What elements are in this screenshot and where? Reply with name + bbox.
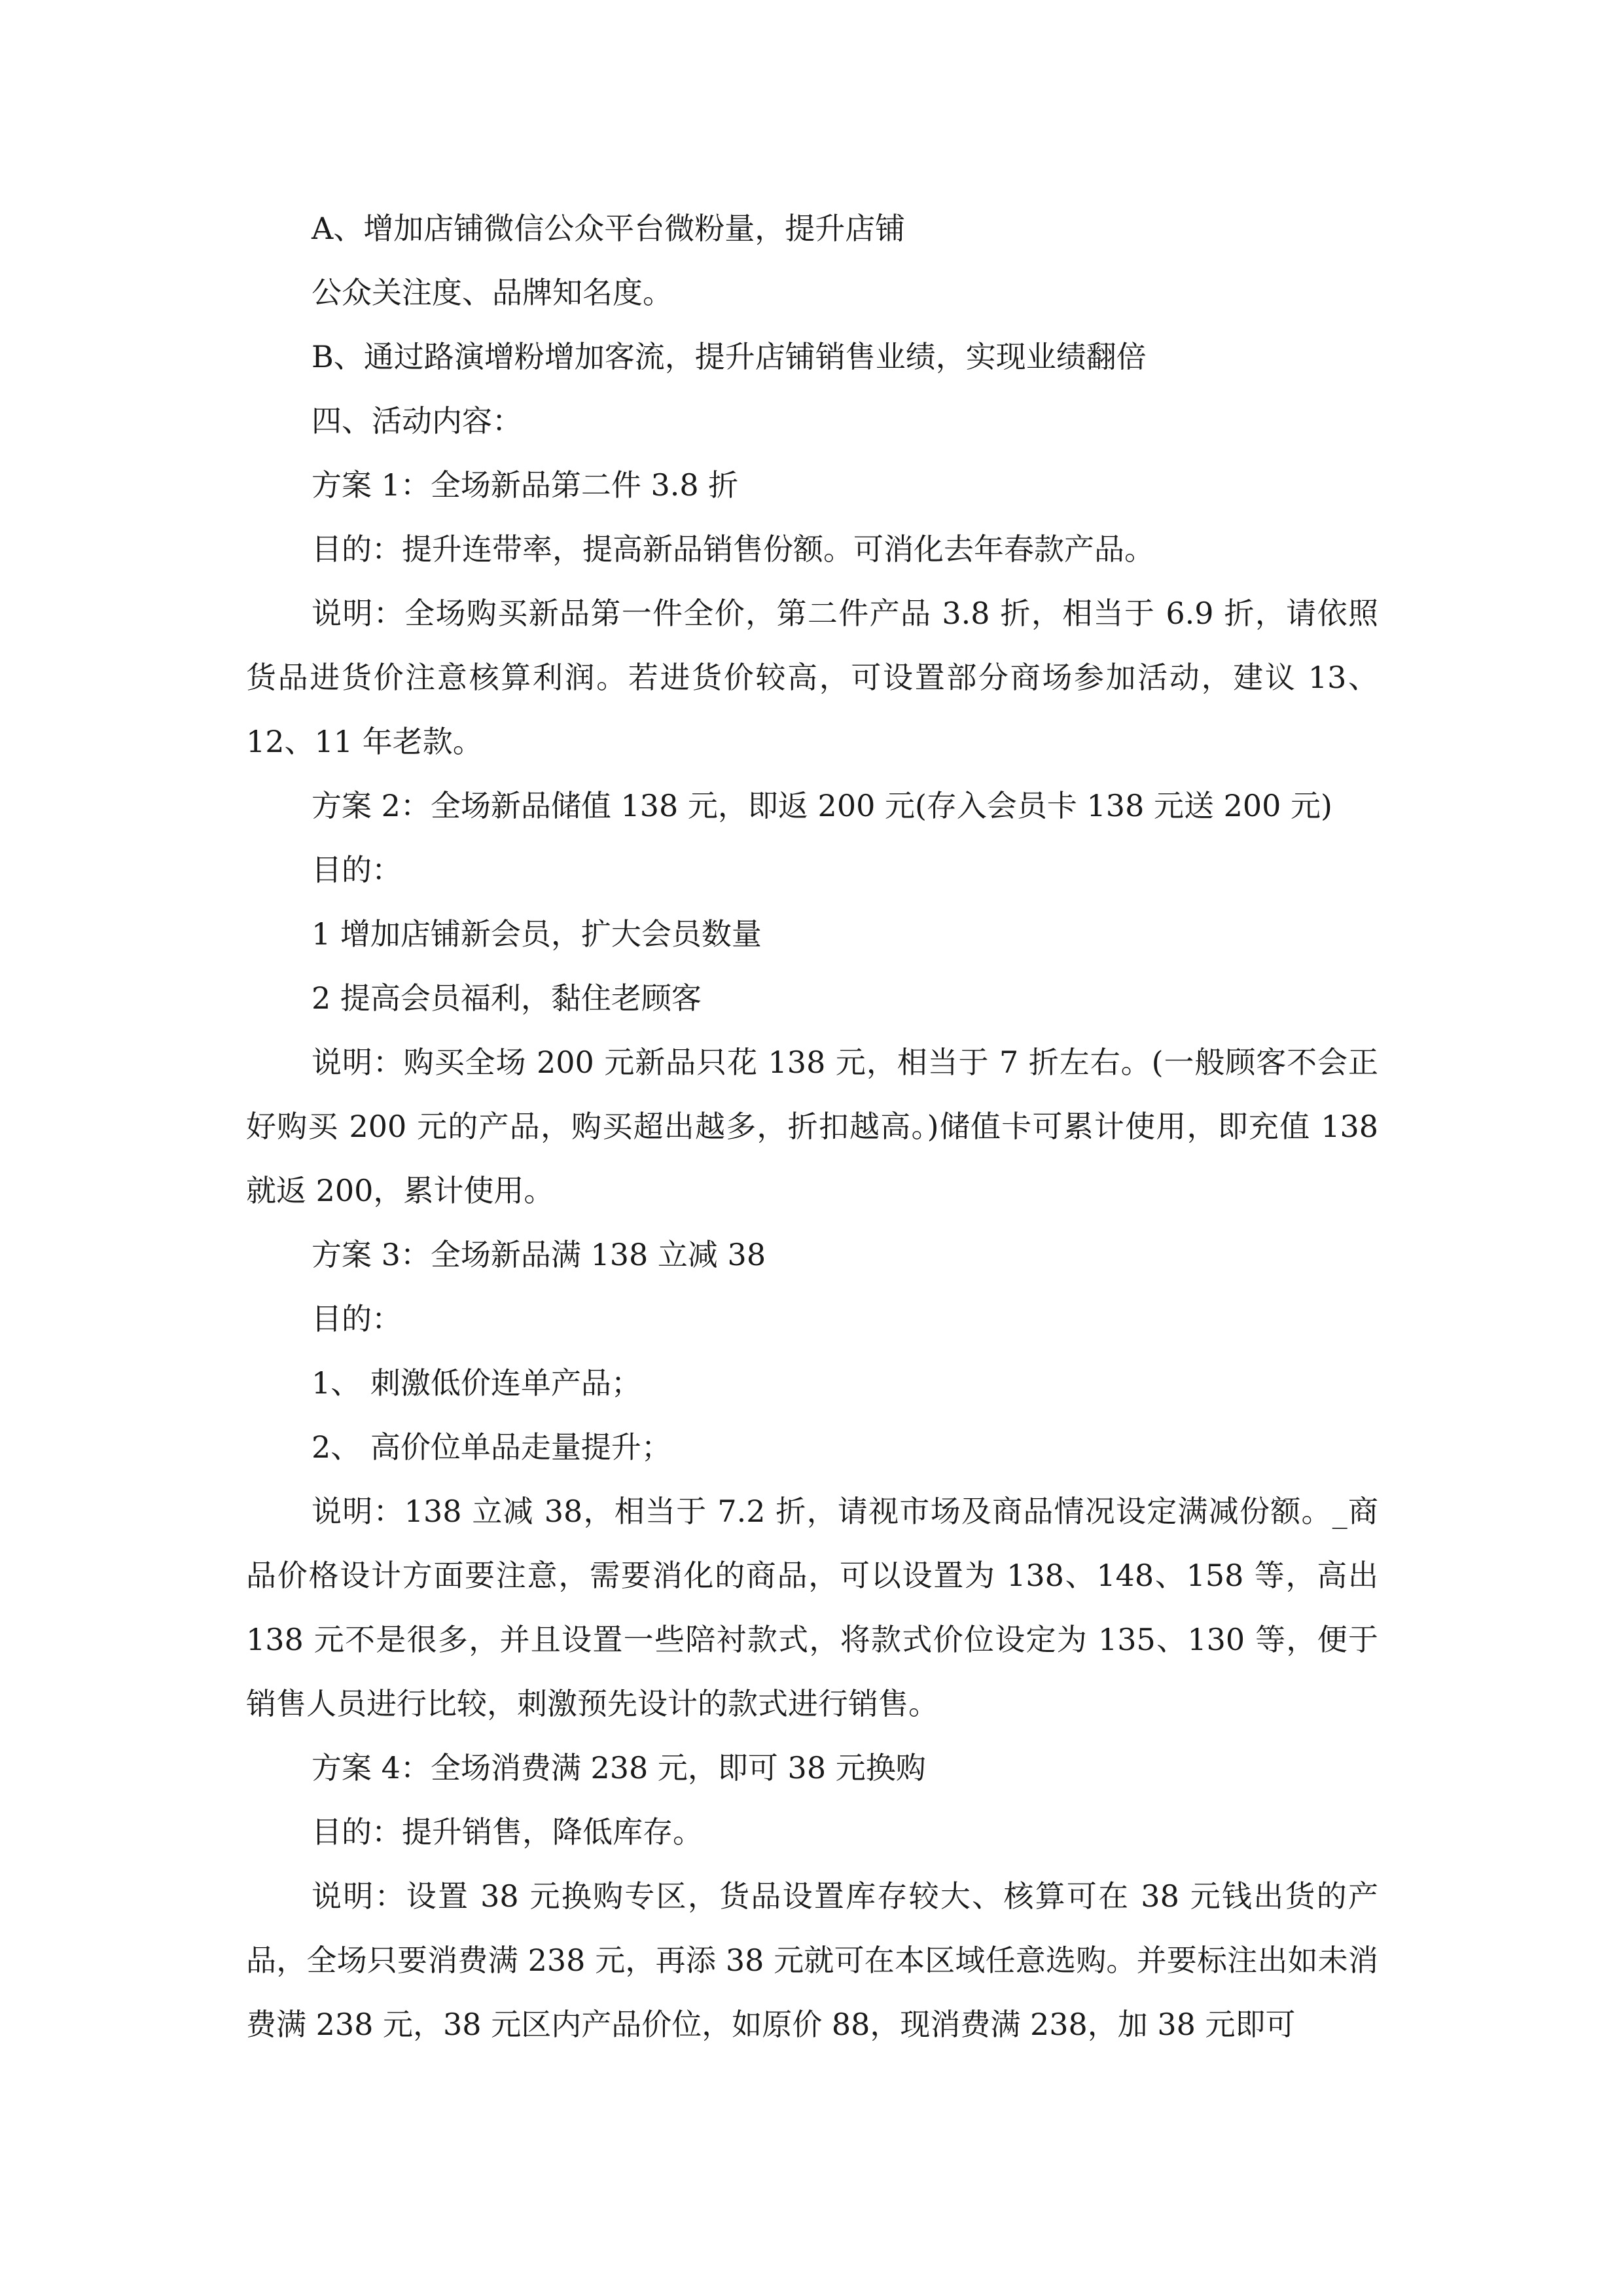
plan-2-description: 说明：购买全场 200 元新品只花 138 元，相当于 7 折左右。(一般顾客不会正好购买 200 元的产品，购买超出越多，折扣越高。)储值卡可累计使用，即充值 138 就返 200，累计使用。 — [246, 1045, 1378, 1208]
plan-2-purpose-label: 目的： — [312, 852, 402, 888]
paragraph-goal-a-cont: 公众关注度、品牌知名度。 — [312, 275, 673, 310]
plan-2-title: 方案 2：全场新品储值 138 元，即返 200 元(存入会员卡 138 元送 200 元) — [312, 788, 1332, 823]
plan-4-purpose: 目的：提升销售，降低库存。 — [312, 1814, 703, 1850]
plan-1-title: 方案 1：全场新品第二件 3.8 折 — [312, 467, 739, 503]
plan-4-title: 方案 4：全场消费满 238 元，即可 38 元换购 — [312, 1750, 926, 1785]
plan-1-purpose: 目的：提升连带率，提高新品销售份额。可消化去年春款产品。 — [312, 531, 1154, 567]
plan-2-purpose-item-1: 1 增加店铺新会员，扩大会员数量 — [312, 916, 762, 952]
paragraph-goal-b: B、通过路演增粉增加客流，提升店铺销售业绩，实现业绩翻倍 — [312, 339, 1147, 374]
plan-3-purpose-label: 目的： — [312, 1301, 402, 1336]
plan-3-purpose-item-2: 2、 高价位单品走量提升； — [312, 1429, 671, 1465]
plan-2-purpose-item-2: 2 提高会员福利，黏住老顾客 — [312, 980, 702, 1016]
document-body — [246, 196, 1378, 2056]
plan-3-title: 方案 3：全场新品满 138 立减 38 — [312, 1237, 766, 1272]
plan-1-description: 说明：全场购买新品第一件全价，第二件产品 3.8 折，相当于 6.9 折，请依照货品进货价注意核算利润。若进货价较高，可设置部分商场参加活动，建议 13、12、11 年老款。 — [246, 596, 1378, 759]
section-heading-activity: 四、活动内容： — [312, 403, 522, 439]
paragraph-goal-a: A、增加店铺微信公众平台微粉量，提升店铺 — [312, 211, 906, 246]
plan-3-description: 说明：138 立减 38，相当于 7.2 折，请视市场及商品情况设定满减份额。_商品价格设计方面要注意，需要消化的商品，可以设置为 138、148、158 等，高出 138 元不是很多，并且设置一些陪衬款式，将款式价位设定为 135、130 等，便于销售人员进行比较，刺激预先设计的款式进行销售。 — [246, 1494, 1378, 1721]
plan-4-description: 说明：设置 38 元换购专区，货品设置库存较大、核算可在 38 元钱出货的产品，全场只要消费满 238 元，再添 38 元就可在本区域任意选购。并要标注出如未消费满 238 元，38 元区内产品价位，如原价 88，现消费满 238，加 38 元即可 — [246, 1878, 1378, 2042]
plan-3-purpose-item-1: 1、 刺激低价连单产品； — [312, 1365, 641, 1401]
